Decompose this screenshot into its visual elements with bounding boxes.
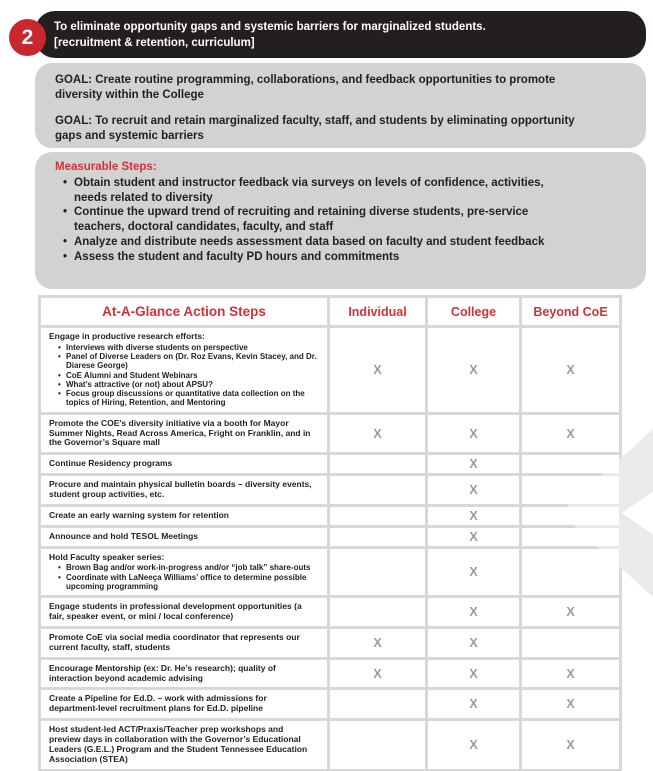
action-steps-cell [41, 629, 327, 657]
mark-cell-college: X [428, 660, 519, 688]
mark-cell-beyond-coe: X [522, 415, 619, 453]
goals-panel [35, 63, 646, 148]
column-header-individual: Individual [330, 298, 425, 325]
table-row [41, 629, 619, 657]
action-table-body [41, 328, 619, 769]
table-header-row [41, 298, 619, 325]
table-row [41, 328, 619, 412]
action-table-wrap [38, 295, 622, 771]
table-row [41, 549, 619, 596]
mark-cell-individual: X [330, 660, 425, 688]
measurable-step-item: • Obtain student and instructor feedback via surveys on levels of confidence, activities, needs related to diversity [63, 176, 566, 205]
column-header-action-steps: At-A-Glance Action Steps [41, 298, 327, 325]
mark-cell-beyond-coe: X [522, 690, 619, 718]
action-steps-cell [41, 528, 327, 546]
table-row [41, 528, 619, 546]
column-header-college: College [428, 298, 519, 325]
action-step-text: Encourage Mentorship (ex: Dr. He’s research); quality of interaction beyond academic advising [49, 662, 276, 683]
table-row [41, 660, 619, 688]
mark-cell-college: X [428, 528, 519, 546]
mark-cell-college: X [428, 415, 519, 453]
priority-number: 2 [21, 25, 34, 49]
column-header-beyond-coe: Beyond CoE [522, 298, 619, 325]
priority-title: To eliminate opportunity gaps and systemic barriers for marginalized students. [54, 21, 486, 34]
action-step-text: Engage students in professional development opportunities (a fair, speaker event, or mini / local conference) [49, 601, 302, 622]
action-steps-cell [41, 598, 327, 626]
action-steps-cell [41, 328, 327, 412]
action-sub-item: • CoE Alumni and Student Webinars [58, 371, 318, 380]
mark-cell-college: X [428, 690, 519, 718]
action-steps-cell [41, 690, 327, 718]
measurable-step-item: • Analyze and distribute needs assessment data based on faculty and student feedback [63, 235, 566, 250]
action-step-text: Promote the COE’s diversity initiative via a booth for Mayor Summer Nights, Read Across America, Fright on Franklin, and in the Governor’s Square mall [49, 417, 311, 448]
mark-cell-beyond-coe: X [522, 598, 619, 626]
mark-cell-beyond-coe [522, 549, 619, 596]
mark-cell-individual [330, 476, 425, 504]
mark-cell-individual [330, 598, 425, 626]
mark-cell-college: X [428, 507, 519, 525]
action-steps-cell [41, 415, 327, 453]
action-step-text: Create a Pipeline for Ed.D. – work with admissions for department-level recruitment plans for Ed.D. pipeline [49, 693, 267, 714]
mark-cell-college: X [428, 455, 519, 473]
action-steps-cell [41, 507, 327, 525]
action-step-text: Announce and hold TESOL Meetings [49, 530, 199, 541]
mark-cell-individual [330, 528, 425, 546]
action-steps-cell [41, 660, 327, 688]
table-row [41, 690, 619, 718]
mark-cell-beyond-coe [522, 528, 619, 546]
action-steps-cell [41, 549, 327, 596]
mark-cell-individual [330, 549, 425, 596]
table-row [41, 507, 619, 525]
table-row [41, 721, 619, 768]
mark-cell-beyond-coe: X [522, 660, 619, 688]
action-step-text: Promote CoE via social media coordinator that represents our current faculty, staff, students [49, 631, 300, 652]
action-sub-list [49, 343, 321, 408]
action-steps-cell [41, 721, 327, 768]
action-sub-list [49, 563, 321, 591]
table-row [41, 598, 619, 626]
action-table [38, 295, 622, 771]
measurable-steps-panel [35, 152, 646, 289]
mark-cell-college: X [428, 721, 519, 768]
action-step-text: Procure and maintain physical bulletin boards – diversity events, student group activities, etc. [49, 479, 312, 500]
measurable-step-item: • Continue the upward trend of recruiting and retaining diverse students, pre-service teachers, doctoral candidates, faculty, and staff [63, 205, 566, 234]
mark-cell-college: X [428, 476, 519, 504]
mark-cell-individual [330, 507, 425, 525]
action-sub-item: • Focus group discussions or quantitative data collection on the topics of Hiring, Retention, and Mentoring [58, 389, 318, 408]
mark-cell-individual: X [330, 629, 425, 657]
action-steps-cell [41, 476, 327, 504]
priority-header-box [35, 11, 646, 58]
mark-cell-college: X [428, 328, 519, 412]
measurable-steps-heading: Measurable Steps: [55, 161, 157, 173]
action-steps-cell [41, 455, 327, 473]
mark-cell-individual [330, 690, 425, 718]
mark-cell-college: X [428, 629, 519, 657]
action-step-text: Create an early warning system for retention [49, 509, 229, 520]
table-row [41, 455, 619, 473]
action-sub-item: • Brown Bag and/or work-in-progress and/or “job talk” share-outs [58, 563, 318, 572]
priority-subtitle: [recruitment & retention, curriculum] [54, 36, 255, 49]
action-sub-item: • What’s attractive (or not) about APSU? [58, 380, 318, 389]
mark-cell-individual: X [330, 328, 425, 412]
mark-cell-college: X [428, 549, 519, 596]
mark-cell-beyond-coe: X [522, 721, 619, 768]
priority-number-badge [9, 19, 46, 56]
table-row [41, 415, 619, 453]
mark-cell-individual [330, 721, 425, 768]
mark-cell-beyond-coe [522, 629, 619, 657]
table-row [41, 476, 619, 504]
mark-cell-beyond-coe [522, 507, 619, 525]
action-step-text: Hold Faculty speaker series: [49, 551, 165, 562]
measurable-step-item: • Assess the student and faculty PD hours and commitments [63, 250, 566, 265]
mark-cell-beyond-coe [522, 476, 619, 504]
mark-cell-beyond-coe: X [522, 328, 619, 412]
measurable-steps-list [55, 176, 624, 264]
action-sub-item: • Panel of Diverse Leaders on (Dr. Roz Evans, Kevin Stacey, and Dr. Diarese George) [58, 352, 318, 371]
goal-statement-1: GOAL: Create routine programming, collaborations, and feedback opportunities to promote diversity within the College [55, 74, 556, 101]
action-sub-item: • Interviews with diverse students on perspective [58, 343, 318, 352]
mark-cell-individual: X [330, 415, 425, 453]
mark-cell-beyond-coe [522, 455, 619, 473]
goal-statement-2: GOAL: To recruit and retain marginalized faculty, staff, and students by eliminating opportunity gaps and systemic barriers [55, 114, 575, 142]
action-step-text: Continue Residency programs [49, 458, 173, 469]
mark-cell-college: X [428, 598, 519, 626]
mark-cell-individual [330, 455, 425, 473]
action-sub-item: • Coordinate with LaNeeça Williams’ office to determine possible upcoming programming [58, 573, 318, 592]
action-step-text: Host student-led ACT/Praxis/Teacher prep workshops and preview days in collaboration with the Governor’s Educational Leaders (G.E.L.) Program and the Student Tennessee Education Association (STEA) [49, 724, 308, 764]
action-step-text: Engage in productive research efforts: [49, 331, 205, 341]
